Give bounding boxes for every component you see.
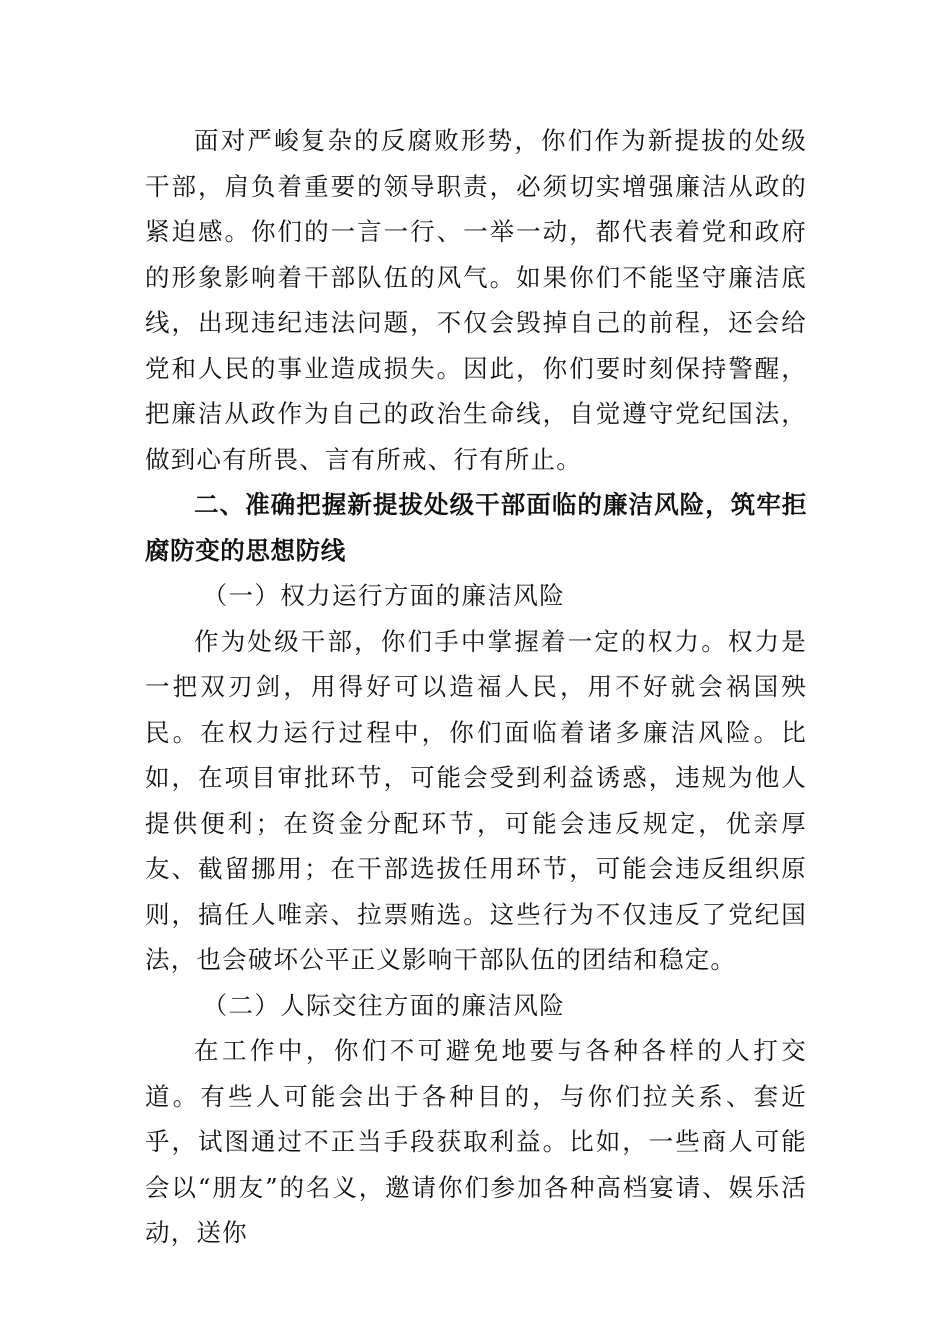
subheading-social-risk: （二）人际交往方面的廉洁风险: [202, 990, 566, 1020]
paragraph-integrity-urgency: 面对严峻复杂的反腐败形势，你们作为新提拔的处级干部，肩负着重要的领导职责，必须切实增强廉洁从政的紧迫感。你们的一言一行、一举一动，都代表着党和政府的形象影响着干部队伍的风气。如果你们不能坚守廉洁底线，出现违纪违法问题，不仅会毁掉自己的前程，还会给党和人民的事业造成损失。因此，你们要时刻保持警醒，把廉洁从政作为自己的政治生命线，自觉遵守党纪国法，做到心有所畏、言有所戒、行有所止。: [145, 126, 807, 474]
paragraph-power-risk: 作为处级干部，你们手中掌握着一定的权力。权力是一把双刃剑，用得好可以造福人民，用不好就会祸国殃民。在权力运行过程中，你们面临着诸多廉洁风险。比如，在项目审批环节，可能会受到利益诱惑，违规为他人提供便利；在资金分配环节，可能会违反规定，优亲厚友、截留挪用；在干部选拔任用环节，可能会违反组织原则，搞任人唯亲、拉票贿选。这些行为不仅违反了党纪国法，也会破坏公平正义影响干部队伍的团结和稳定。: [145, 626, 807, 974]
paragraph-social-risk: 在工作中，你们不可避免地要与各种各样的人打交道。有些人可能会出于各种目的，与你们拉关系、套近乎，试图通过不正当手段获取利益。比如，一些商人可能会以“朋友”的名义，邀请你们参加各种高档宴请、娱乐活动，送你: [145, 1036, 807, 1247]
section-heading-two: 二、准确把握新提拔处级干部面临的廉洁风险，筑牢拒腐防变的思想防线: [145, 490, 807, 565]
document-page: [145, 118, 807, 1256]
subheading-power-risk: （一）权力运行方面的廉洁风险: [202, 581, 566, 610]
